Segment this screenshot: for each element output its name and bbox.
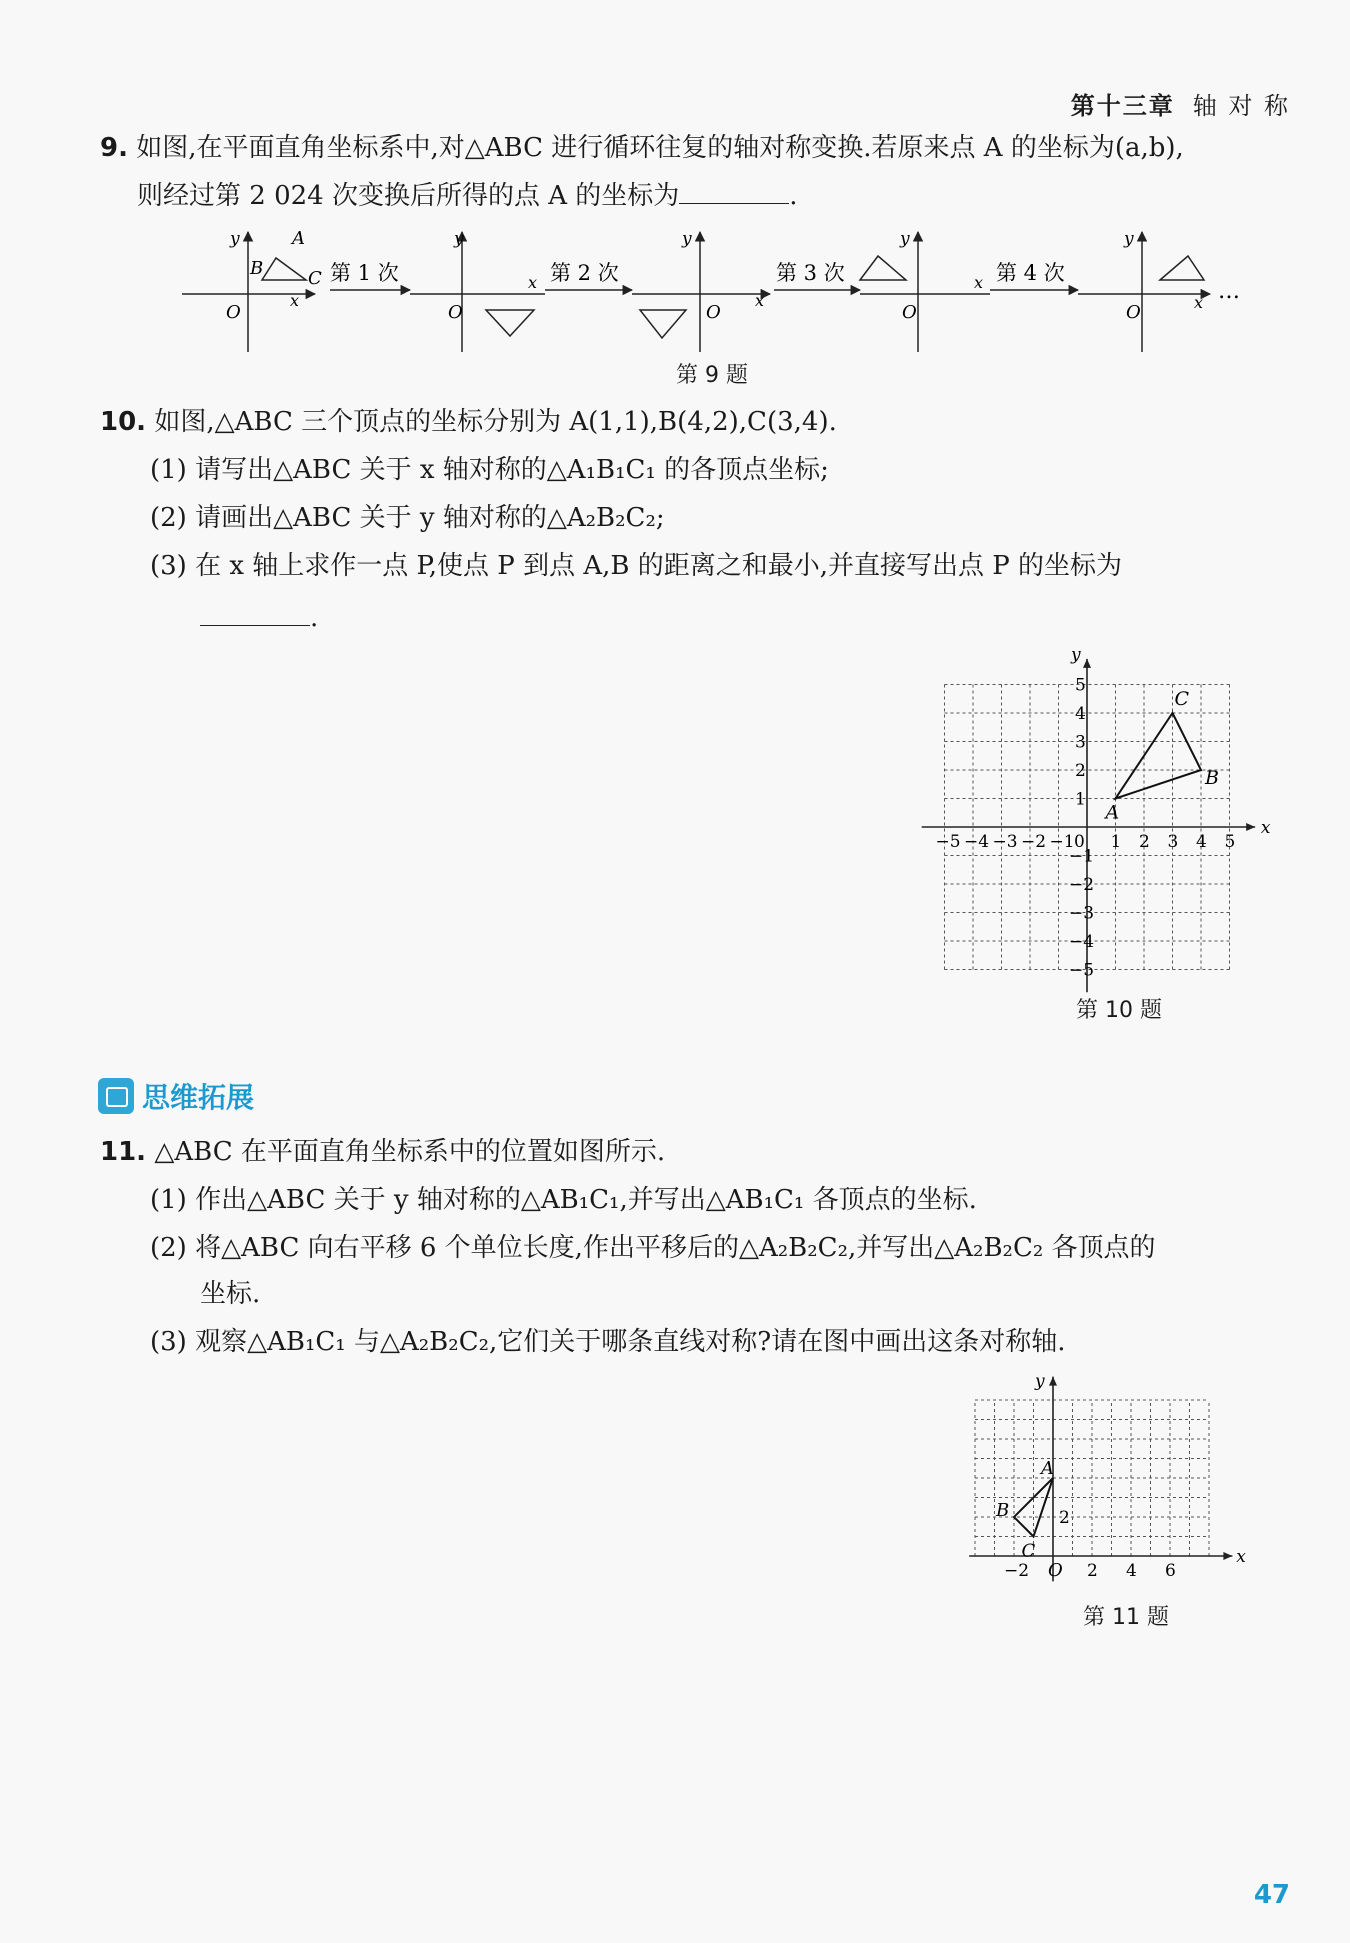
y-tick-label: 1: [1075, 789, 1086, 810]
q9-step-1: [330, 261, 410, 290]
x-axis-arrow: [1246, 823, 1255, 831]
triangle-abc: [1116, 713, 1202, 799]
chapter-title: 轴 对 称: [1192, 92, 1290, 120]
x-tick-label: 6: [1165, 1561, 1176, 1581]
page-number: 47: [1253, 1880, 1290, 1910]
q9-line2: [137, 172, 798, 220]
section-title: 思维拓展: [142, 1081, 255, 1114]
q9-f4-x-label: x: [974, 273, 984, 292]
chapter-header: [1071, 86, 1290, 121]
q10-part1: (1) 请写出△ABC 关于 x 轴对称的△A₁B₁C₁ 的各顶点坐标;: [150, 455, 829, 485]
q10-period: .: [310, 603, 319, 633]
q9-step-3: [774, 261, 860, 290]
q10-stem-line: [100, 398, 837, 446]
q9-text-line1: 如图,在平面直角坐标系中,对△ABC 进行循环往复的轴对称变换.若原来点 A 的坐标为(a,b),: [136, 133, 1184, 163]
chapter-number: 第十三章: [1070, 92, 1175, 120]
x-tick-label: 4: [1196, 832, 1207, 852]
q10-number: 10.: [100, 407, 147, 437]
q9-step-4-label: 第 4 次: [996, 261, 1065, 285]
q10-part2: (2) 请画出△ABC 关于 y 轴对称的△A₂B₂C₂;: [150, 503, 665, 533]
q9-step-2: [545, 261, 632, 290]
point-label-a: A: [1041, 1458, 1054, 1479]
q11-part3: (3) 观察△AB₁C₁ 与△A₂B₂C₂,它们关于哪条直线对称?请在图中画出这条对称轴.: [150, 1327, 1066, 1357]
q9-frame-4: [860, 229, 990, 352]
q9-f3-triangle: [640, 310, 686, 338]
q9-f5-y-label: y: [1124, 229, 1134, 249]
q11-stem-line: [100, 1128, 665, 1176]
q11-number: 11.: [100, 1137, 147, 1167]
x-tick-label: −3: [992, 832, 1018, 852]
q10-caption: 第 10 题: [1076, 998, 1162, 1023]
q9-step-3-label: 第 3 次: [776, 261, 845, 285]
q9-f1-triangle: [262, 258, 306, 280]
origin-label: O: [1048, 1560, 1063, 1581]
y-tick-label: −5: [1069, 960, 1095, 981]
q9-number: 9.: [100, 133, 128, 163]
x-tick-label: 1: [1110, 832, 1122, 852]
q11-caption: 第 11 题: [1083, 1605, 1169, 1630]
x-axis-arrow: [1223, 1552, 1232, 1560]
y-tick-label: 2: [1075, 761, 1086, 781]
y-tick-label: −4: [1069, 932, 1095, 952]
q9-f2-y-label: y: [454, 229, 464, 249]
q11-stem: △ABC 在平面直角坐标系中的位置如图所示.: [154, 1137, 666, 1167]
q9-f4-triangle: [860, 256, 906, 280]
q10-part3: (3) 在 x 轴上求作一点 P,使点 P 到点 A,B 的距离之和最小,并直接写出点 P 的坐标为: [150, 551, 1123, 581]
y-tick-label: −1: [1069, 846, 1095, 867]
q9-step-2-label: 第 2 次: [550, 261, 619, 285]
y-tick-label: −3: [1069, 903, 1095, 924]
q9-text-line2: 则经过第 2 024 次变换后所得的点 A 的坐标为: [137, 181, 680, 211]
q9-f1-label-b: B: [250, 258, 264, 279]
y-tick-label: 5: [1075, 675, 1086, 696]
q9-step-1-label: 第 1 次: [330, 261, 399, 285]
q9-f1-x-label: x: [290, 291, 300, 310]
q9-step-4: [990, 261, 1078, 290]
q10-answer-blank: [200, 603, 310, 626]
origin-label: 0: [1074, 832, 1085, 852]
q11-part2a: (2) 将△ABC 向右平移 6 个单位长度,作出平移后的△A₂B₂C₂,并写出△A₂B₂C₂ 各顶点的: [150, 1233, 1156, 1263]
q9-figure: [170, 228, 1260, 358]
pencil-note-icon: [98, 1078, 134, 1114]
q9-f4-origin: O: [902, 302, 917, 323]
q9-f2-triangle: [486, 310, 534, 336]
x-tick-label: −2: [1021, 832, 1047, 852]
q9-f4-y-label: y: [900, 229, 910, 249]
q9-frame-1: [182, 228, 322, 352]
q9-ellipsis: …: [1218, 279, 1240, 304]
q9-f3-x-label: x: [755, 291, 765, 310]
x-tick-label: 2: [1139, 832, 1150, 852]
point-label-a: A: [1105, 801, 1120, 824]
x-axis-label: x: [1260, 818, 1271, 838]
q11-part2b: 坐标.: [200, 1279, 261, 1309]
point-label-b: B: [1205, 767, 1219, 789]
section-header: [98, 1076, 254, 1116]
y-tick-label: −2: [1069, 875, 1095, 895]
x-tick-label: −1: [1049, 832, 1075, 852]
q9-f1-label-c: C: [308, 268, 322, 289]
q9-period: .: [789, 181, 798, 211]
q9-f1-origin: O: [226, 302, 241, 323]
y-axis-arrow: [1083, 659, 1091, 668]
x-tick-label: 3: [1167, 832, 1179, 852]
x-tick-label: −2: [1004, 1561, 1030, 1581]
point-label-c: C: [1021, 1540, 1036, 1562]
q9-f1-label-a: A: [292, 228, 305, 249]
q9-f1-y-label: y: [230, 229, 240, 249]
y-tick-label: 2: [1059, 1508, 1070, 1528]
q9-caption: 第 9 题: [676, 363, 748, 388]
q10-stem: 如图,△ABC 三个顶点的坐标分别为 A(1,1),B(4,2),C(3,4).: [154, 407, 837, 437]
q9-f5-origin: O: [1126, 302, 1141, 323]
q9-frame-3: [632, 229, 770, 352]
q9-f2-origin: O: [448, 302, 463, 323]
q10-answer-line: [200, 594, 318, 642]
q9-frame-2: [410, 229, 545, 352]
q10-grid-figure: [935, 635, 1275, 990]
q9-f3-origin: O: [706, 302, 721, 323]
x-tick-label: 4: [1126, 1561, 1137, 1581]
q11-part1: (1) 作出△ABC 关于 y 轴对称的△AB₁C₁,并写出△AB₁C₁ 各顶点的坐标.: [150, 1185, 977, 1215]
y-axis-arrow: [1049, 1377, 1057, 1386]
q9-f5-x-label: x: [1194, 293, 1204, 312]
x-tick-label: 5: [1224, 832, 1236, 852]
q9-f5-triangle: [1160, 256, 1204, 280]
point-label-b: B: [996, 1500, 1010, 1521]
point-label-c: C: [1174, 688, 1190, 710]
y-tick-label: 4: [1075, 704, 1086, 724]
q9-line1: [100, 124, 1184, 172]
q11-grid-figure: [955, 1368, 1295, 1593]
x-tick-label: −5: [935, 832, 961, 852]
x-axis-label: x: [1236, 1547, 1246, 1567]
q9-f3-y-label: y: [682, 229, 692, 249]
x-tick-label: 2: [1087, 1561, 1098, 1581]
q9-frame-5: [1078, 229, 1240, 352]
y-axis-label: y: [1035, 1371, 1045, 1392]
x-tick-label: −4: [964, 832, 990, 852]
y-tick-label: 3: [1075, 732, 1086, 753]
y-axis-label: y: [1071, 645, 1081, 665]
q9-answer-blank: [679, 181, 789, 204]
q9-f2-x-label: x: [528, 273, 538, 292]
